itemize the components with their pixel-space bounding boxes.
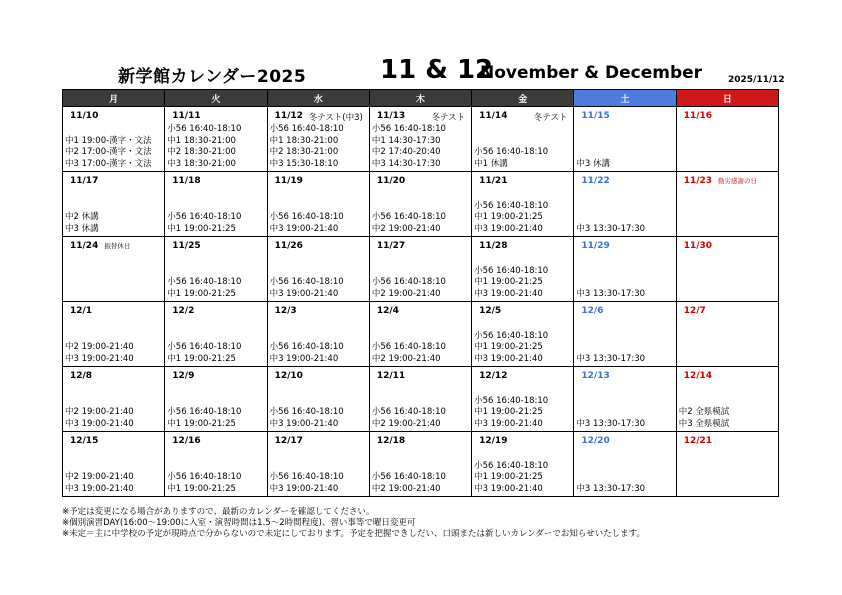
day-date-label: 11/18 bbox=[172, 176, 201, 186]
day-date-label: 12/9 bbox=[172, 371, 195, 381]
day-cell bbox=[267, 172, 369, 237]
day-date-label: 12/16 bbox=[172, 436, 201, 446]
schedule-line: 小56 16:40-18:10 bbox=[371, 407, 446, 417]
schedule-line: 中1 19:00-21:25 bbox=[167, 288, 236, 299]
footer-notes bbox=[62, 507, 645, 540]
schedule-line: 中3 17:00-漢字・文法 bbox=[65, 158, 152, 169]
schedule-line: 中3 19:00-21:40 bbox=[269, 353, 339, 364]
day-cell bbox=[472, 107, 574, 172]
day-date-label: 11/27 bbox=[376, 241, 406, 251]
schedule-line: 中2 19:00-21:40 bbox=[371, 288, 441, 299]
day-date-label: 11/10 bbox=[70, 111, 99, 121]
day-date-label: 12/20 bbox=[581, 436, 610, 446]
day-date-label: 11/17 bbox=[70, 176, 99, 186]
day-cell bbox=[165, 367, 267, 432]
schedule-line: 中1 18:30-21:00 bbox=[269, 135, 339, 146]
schedule-lines bbox=[167, 407, 241, 430]
footer-note: ※予定は変更になる場合がありますので、最新のカレンダーを確認してください。 bbox=[62, 507, 375, 517]
schedule-line: 中2 19:00-21:40 bbox=[371, 223, 441, 234]
day-date bbox=[172, 241, 200, 251]
schedule-line: 中2 全県模試 bbox=[678, 407, 730, 417]
weekday-header-row bbox=[63, 90, 779, 107]
day-date-label: 12/7 bbox=[683, 306, 706, 316]
weekday-sun: 日 bbox=[676, 90, 778, 107]
schedule-line: 中1 休講 bbox=[474, 158, 508, 169]
calendar-body bbox=[63, 107, 779, 497]
day-cell bbox=[676, 107, 778, 172]
schedule-line: 中3 19:00-21:40 bbox=[474, 418, 543, 429]
schedule-lines bbox=[65, 407, 134, 430]
schedule-line: 中1 19:00-21:25 bbox=[474, 277, 543, 287]
day-date bbox=[684, 436, 712, 446]
day-date bbox=[275, 436, 303, 446]
day-cell bbox=[472, 302, 574, 367]
schedule-line: 小56 16:40-18:10 bbox=[371, 472, 446, 482]
schedule-line: 中2 17:00-漢字・文法 bbox=[65, 147, 152, 157]
day-date bbox=[377, 306, 399, 316]
day-date bbox=[377, 111, 405, 121]
schedule-lines bbox=[167, 472, 241, 495]
day-cell bbox=[165, 432, 267, 497]
day-date bbox=[377, 371, 405, 381]
months-english: November & December bbox=[480, 63, 703, 83]
day-date-label: 12/13 bbox=[581, 371, 610, 381]
day-cell bbox=[63, 302, 165, 367]
day-date bbox=[70, 371, 92, 381]
schedule-line: 中2 19:00-21:40 bbox=[371, 353, 441, 364]
day-date-label: 12/8 bbox=[70, 371, 93, 381]
schedule-line: 小56 16:40-18:10 bbox=[474, 147, 549, 157]
schedule-line: 中2 19:00-21:40 bbox=[65, 472, 134, 482]
day-cell bbox=[676, 302, 778, 367]
day-date-label: 12/1 bbox=[70, 306, 93, 316]
schedule-lines bbox=[576, 224, 645, 236]
schedule-lines bbox=[679, 407, 730, 430]
day-date-label: 12/18 bbox=[376, 436, 406, 446]
day-note: 冬テスト bbox=[431, 113, 466, 123]
day-date-label: 12/4 bbox=[376, 306, 399, 316]
day-cell bbox=[574, 172, 676, 237]
schedule-line: 小56 16:40-18:10 bbox=[167, 407, 242, 417]
day-date bbox=[684, 371, 712, 381]
day-date-label: 11/13 bbox=[376, 111, 406, 121]
calendar-table bbox=[62, 89, 779, 497]
schedule-line: 小56 16:40-18:10 bbox=[269, 212, 344, 222]
schedule-lines bbox=[576, 354, 645, 366]
day-date-label: 11/16 bbox=[683, 111, 713, 121]
day-date bbox=[275, 111, 303, 121]
day-date-label: 11/22 bbox=[581, 176, 610, 186]
day-cell bbox=[369, 172, 471, 237]
day-cell bbox=[267, 302, 369, 367]
weekday-sat: 土 bbox=[574, 90, 676, 107]
schedule-lines bbox=[167, 212, 241, 235]
schedule-line: 中2 18:30-21:00 bbox=[269, 147, 339, 157]
day-date-label: 11/11 bbox=[172, 111, 201, 121]
schedule-lines bbox=[372, 212, 446, 235]
schedule-line: 中1 18:30-21:00 bbox=[167, 135, 236, 146]
schedule-line: 中3 19:00-21:40 bbox=[269, 483, 339, 494]
schedule-lines bbox=[372, 124, 446, 170]
schedule-lines bbox=[372, 472, 446, 495]
schedule-line: 中1 19:00-21:25 bbox=[474, 342, 543, 352]
week-row bbox=[63, 302, 779, 367]
schedule-line: 小56 16:40-18:10 bbox=[167, 277, 242, 287]
day-date bbox=[581, 176, 609, 186]
weekday-fri: 金 bbox=[472, 90, 574, 107]
schedule-line: 中3 19:00-21:40 bbox=[65, 353, 134, 364]
schedule-line: 中1 14:30-17:30 bbox=[371, 135, 441, 146]
schedule-lines bbox=[167, 124, 241, 170]
schedule-lines bbox=[576, 484, 645, 496]
day-date bbox=[70, 436, 98, 446]
schedule-lines bbox=[474, 201, 548, 236]
schedule-line: 中3 13:30-17:30 bbox=[576, 223, 646, 234]
day-cell bbox=[472, 237, 574, 302]
schedule-line: 中2 18:30-21:00 bbox=[167, 147, 236, 157]
day-date-label: 12/15 bbox=[70, 436, 99, 446]
day-cell bbox=[63, 107, 165, 172]
schedule-line: 小56 16:40-18:10 bbox=[371, 124, 446, 134]
schedule-line: 小56 16:40-18:10 bbox=[269, 124, 344, 134]
holiday-label: 振替休日 bbox=[104, 242, 131, 250]
schedule-line: 中3 18:30-21:00 bbox=[167, 158, 236, 169]
day-cell bbox=[267, 107, 369, 172]
schedule-lines bbox=[270, 124, 344, 170]
day-cell bbox=[369, 302, 471, 367]
day-cell bbox=[369, 432, 471, 497]
day-cell bbox=[63, 367, 165, 432]
day-date bbox=[479, 306, 501, 316]
schedule-lines bbox=[372, 277, 446, 300]
day-date bbox=[275, 306, 297, 316]
day-cell bbox=[472, 172, 574, 237]
day-date-label: 12/14 bbox=[683, 371, 713, 381]
schedule-lines bbox=[576, 289, 645, 301]
schedule-line: 小56 16:40-18:10 bbox=[269, 342, 344, 352]
day-date-label: 12/12 bbox=[479, 371, 508, 381]
schedule-line: 中3 休講 bbox=[576, 158, 611, 169]
schedule-line: 小56 16:40-18:10 bbox=[269, 407, 344, 417]
weekday-mon: 月 bbox=[63, 90, 165, 107]
day-cell bbox=[63, 172, 165, 237]
week-row bbox=[63, 237, 779, 302]
day-date-label: 11/26 bbox=[274, 241, 303, 251]
day-date bbox=[479, 111, 507, 121]
schedule-line: 中3 15:30-18:10 bbox=[269, 158, 339, 169]
schedule-lines bbox=[270, 472, 344, 495]
day-date bbox=[275, 371, 303, 381]
schedule-line: 小56 16:40-18:10 bbox=[371, 212, 446, 222]
schedule-line: 中1 19:00-21:25 bbox=[167, 418, 236, 429]
schedule-line: 中1 19:00-漢字・文法 bbox=[65, 135, 152, 146]
schedule-line: 小56 16:40-18:10 bbox=[167, 124, 242, 134]
holiday-label: 勤労感謝の日 bbox=[718, 177, 758, 185]
day-cell bbox=[369, 107, 471, 172]
day-cell bbox=[574, 237, 676, 302]
day-date-label: 11/21 bbox=[479, 176, 508, 186]
day-date-label: 12/5 bbox=[479, 306, 502, 316]
schedule-lines bbox=[270, 407, 344, 430]
day-cell bbox=[63, 432, 165, 497]
day-date bbox=[479, 176, 507, 186]
schedule-line: 小56 16:40-18:10 bbox=[474, 460, 549, 471]
schedule-line: 中1 19:00-21:25 bbox=[474, 407, 543, 417]
day-date bbox=[581, 371, 609, 381]
day-date-label: 12/21 bbox=[683, 436, 713, 446]
schedule-lines bbox=[474, 461, 548, 496]
schedule-lines bbox=[167, 342, 241, 365]
schedule-line: 中3 19:00-21:40 bbox=[65, 418, 134, 429]
day-cell bbox=[165, 237, 267, 302]
day-date-label: 12/6 bbox=[581, 306, 604, 316]
schedule-lines bbox=[474, 331, 548, 366]
schedule-line: 中2 19:00-21:40 bbox=[65, 407, 134, 417]
day-cell bbox=[574, 432, 676, 497]
day-cell bbox=[676, 367, 778, 432]
day-cell bbox=[267, 432, 369, 497]
schedule-line: 小56 16:40-18:10 bbox=[167, 342, 242, 352]
footer-note: ※未定＝主に中学校の予定が現時点で分からないので未定にしております。予定を把握できしだい、口頭または新しいカレンダーでお知らせいたします。 bbox=[62, 529, 645, 539]
day-date-label: 12/17 bbox=[274, 436, 303, 446]
schedule-line: 中1 19:00-21:25 bbox=[167, 223, 236, 234]
day-date bbox=[377, 436, 405, 446]
day-date bbox=[172, 306, 194, 316]
day-date bbox=[581, 306, 603, 316]
schedule-line: 中1 19:00-21:25 bbox=[167, 353, 236, 364]
weekday-thu: 木 bbox=[369, 90, 471, 107]
schedule-line: 中3 19:00-21:40 bbox=[65, 483, 134, 494]
day-date bbox=[70, 111, 98, 121]
day-cell bbox=[165, 107, 267, 172]
schedule-line: 中3 19:00-21:40 bbox=[474, 223, 543, 234]
schedule-line: 中3 19:00-21:40 bbox=[474, 483, 543, 494]
day-cell bbox=[574, 367, 676, 432]
schedule-lines bbox=[65, 472, 134, 495]
schedule-lines bbox=[576, 159, 610, 171]
day-date-label: 11/12 bbox=[274, 111, 303, 121]
schedule-lines bbox=[65, 212, 99, 235]
day-date-label: 11/14 bbox=[479, 111, 508, 121]
schedule-line: 中3 全県模試 bbox=[678, 418, 730, 429]
schedule-lines bbox=[65, 136, 152, 171]
day-date-label: 12/3 bbox=[274, 306, 297, 316]
issue-date: 2025/11/12 bbox=[728, 75, 785, 85]
schedule-line: 中2 19:00-21:40 bbox=[65, 342, 134, 352]
months-heading: 11 & 12 bbox=[380, 55, 494, 85]
day-cell bbox=[267, 367, 369, 432]
schedule-lines bbox=[65, 342, 134, 365]
schedule-line: 中3 休講 bbox=[65, 223, 99, 234]
day-date-label: 12/10 bbox=[274, 371, 303, 381]
day-date bbox=[70, 306, 92, 316]
day-date bbox=[172, 371, 194, 381]
day-cell bbox=[472, 367, 574, 432]
schedule-lines bbox=[270, 342, 344, 365]
day-date bbox=[479, 241, 507, 251]
schedule-line: 中1 19:00-21:25 bbox=[167, 483, 236, 494]
day-date-label: 12/19 bbox=[479, 436, 508, 446]
day-cell bbox=[165, 302, 267, 367]
schedule-line: 小56 16:40-18:10 bbox=[269, 472, 344, 482]
day-cell bbox=[676, 172, 778, 237]
schedule-lines bbox=[270, 212, 344, 235]
day-date bbox=[684, 111, 712, 121]
schedule-line: 小56 16:40-18:10 bbox=[474, 265, 549, 276]
day-date-label: 11/30 bbox=[683, 241, 713, 251]
day-date-label: 11/29 bbox=[581, 241, 610, 251]
schedule-line: 中3 14:30-17:30 bbox=[371, 158, 441, 169]
schedule-lines bbox=[270, 277, 344, 300]
schedule-line: 小56 16:40-18:10 bbox=[371, 342, 446, 352]
week-row bbox=[63, 172, 779, 237]
day-note: 冬テスト bbox=[533, 113, 568, 123]
day-date-label: 11/28 bbox=[479, 241, 508, 251]
schedule-line: 小56 16:40-18:10 bbox=[474, 395, 549, 406]
schedule-line: 中3 13:30-17:30 bbox=[576, 483, 646, 494]
weekday-wed: 水 bbox=[267, 90, 369, 107]
schedule-line: 中3 13:30-17:30 bbox=[576, 353, 646, 364]
schedule-lines bbox=[167, 277, 241, 300]
schedule-line: 中3 19:00-21:40 bbox=[269, 288, 339, 299]
footer-note: ※個別演習DAY(16:00～19:00に入室・演習時間は1.5～2時間程度)、習い事等で曜日変更可 bbox=[62, 518, 416, 528]
week-row bbox=[63, 367, 779, 432]
day-date bbox=[70, 241, 130, 251]
day-date-label: 11/25 bbox=[172, 241, 201, 251]
day-date-label: 12/11 bbox=[376, 371, 406, 381]
week-row bbox=[63, 432, 779, 497]
day-date bbox=[684, 241, 712, 251]
day-date-label: 11/23 bbox=[683, 176, 713, 186]
schedule-line: 中1 19:00-21:25 bbox=[474, 212, 543, 222]
day-cell bbox=[63, 237, 165, 302]
day-cell bbox=[369, 367, 471, 432]
day-date bbox=[684, 306, 706, 316]
day-date bbox=[479, 371, 507, 381]
week-row bbox=[63, 107, 779, 172]
schedule-line: 小56 16:40-18:10 bbox=[474, 330, 549, 341]
schedule-line: 中1 19:00-21:25 bbox=[474, 472, 543, 482]
schedule-line: 小56 16:40-18:10 bbox=[474, 200, 549, 211]
day-cell bbox=[574, 302, 676, 367]
day-cell bbox=[472, 432, 574, 497]
schedule-lines bbox=[576, 419, 645, 431]
schedule-line: 中2 19:00-21:40 bbox=[371, 418, 441, 429]
schedule-line: 中2 19:00-21:40 bbox=[371, 483, 441, 494]
day-date-label: 11/15 bbox=[581, 111, 610, 121]
weekday-tue: 火 bbox=[165, 90, 267, 107]
schedule-lines bbox=[474, 266, 548, 301]
day-date bbox=[581, 436, 609, 446]
day-date-label: 12/2 bbox=[172, 306, 195, 316]
schedule-line: 小56 16:40-18:10 bbox=[269, 277, 344, 287]
day-date bbox=[172, 111, 200, 121]
schedule-lines bbox=[372, 342, 446, 365]
schedule-lines bbox=[474, 396, 548, 431]
day-date-label: 11/24 bbox=[70, 241, 99, 251]
day-cell bbox=[676, 432, 778, 497]
day-date bbox=[479, 436, 507, 446]
day-note: 冬テスト(中3) bbox=[308, 113, 363, 123]
day-date bbox=[172, 176, 200, 186]
schedule-lines bbox=[372, 407, 446, 430]
schedule-line: 中2 17:40-20:40 bbox=[371, 147, 441, 157]
day-cell bbox=[267, 237, 369, 302]
schedule-line: 中3 13:30-17:30 bbox=[576, 288, 646, 299]
day-cell bbox=[165, 172, 267, 237]
day-date bbox=[275, 241, 303, 251]
schedule-line: 中3 19:00-21:40 bbox=[269, 223, 339, 234]
day-date bbox=[684, 176, 757, 186]
schedule-line: 小56 16:40-18:10 bbox=[371, 277, 446, 287]
schedule-line: 中3 19:00-21:40 bbox=[474, 353, 543, 364]
schedule-lines bbox=[474, 147, 548, 170]
day-date-label: 11/19 bbox=[274, 176, 303, 186]
schedule-line: 中3 13:30-17:30 bbox=[576, 418, 646, 429]
day-date bbox=[377, 176, 405, 186]
day-cell bbox=[369, 237, 471, 302]
schedule-line: 中2 休講 bbox=[65, 212, 99, 222]
day-date bbox=[70, 176, 98, 186]
day-cell bbox=[676, 237, 778, 302]
schedule-line: 中3 19:00-21:40 bbox=[269, 418, 339, 429]
day-date bbox=[172, 436, 200, 446]
day-date bbox=[377, 241, 405, 251]
calendar-title: 新学館カレンダー2025 bbox=[118, 67, 307, 87]
day-date bbox=[275, 176, 303, 186]
day-date bbox=[581, 241, 609, 251]
schedule-line: 小56 16:40-18:10 bbox=[167, 472, 242, 482]
schedule-line: 小56 16:40-18:10 bbox=[167, 212, 242, 222]
day-cell bbox=[574, 107, 676, 172]
day-date-label: 11/20 bbox=[376, 176, 406, 186]
day-date bbox=[581, 111, 609, 121]
schedule-line: 中3 19:00-21:40 bbox=[474, 288, 543, 299]
